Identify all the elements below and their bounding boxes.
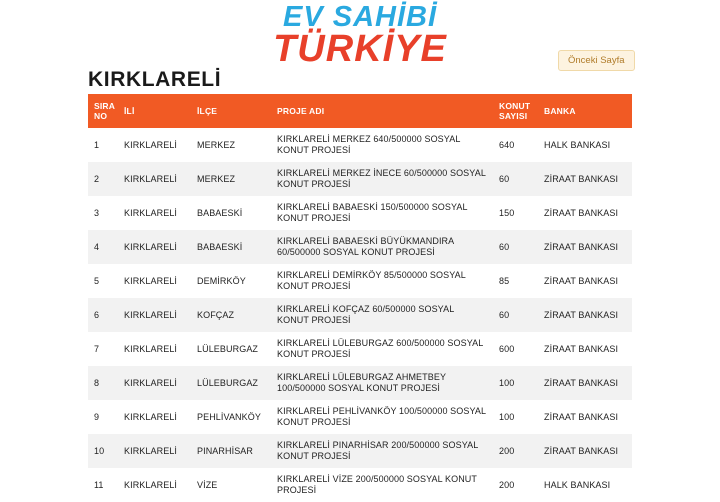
table-row <box>88 196 632 230</box>
cell-konut-sayisi: 100 <box>493 366 538 400</box>
table-row <box>88 434 632 468</box>
cell-sira-no: 2 <box>88 162 118 196</box>
cell-banka: ZİRAAT BANKASI <box>538 366 632 400</box>
cell-banka: ZİRAAT BANKASI <box>538 230 632 264</box>
cell-konut-sayisi: 60 <box>493 230 538 264</box>
table-row <box>88 332 632 366</box>
column-header-banka: BANKA <box>538 94 632 128</box>
cell-proje-adi: KIRKLARELİ PEHLİVANKÖY 100/500000 SOSYAL KONUT PROJESİ <box>271 400 493 434</box>
cell-ilce: PINARHİSAR <box>191 434 271 468</box>
cell-sira-no: 8 <box>88 366 118 400</box>
cell-il: KIRKLARELİ <box>118 468 191 502</box>
cell-banka: ZİRAAT BANKASI <box>538 400 632 434</box>
cell-ilce: LÜLEBURGAZ <box>191 332 271 366</box>
cell-banka: ZİRAAT BANKASI <box>538 162 632 196</box>
cell-il: KIRKLARELİ <box>118 400 191 434</box>
cell-banka: ZİRAAT BANKASI <box>538 434 632 468</box>
cell-sira-no: 10 <box>88 434 118 468</box>
cell-banka: ZİRAAT BANKASI <box>538 298 632 332</box>
cell-sira-no: 11 <box>88 468 118 502</box>
cell-sira-no: 4 <box>88 230 118 264</box>
cell-proje-adi: KIRKLARELİ BABAESKİ 150/500000 SOSYAL KONUT PROJESİ <box>271 196 493 230</box>
cell-ilce: DEMİRKÖY <box>191 264 271 298</box>
logo-line-ev-sahibi: EV SAHİBİ <box>282 1 438 33</box>
table-header-row <box>88 94 632 128</box>
cell-sira-no: 6 <box>88 298 118 332</box>
cell-konut-sayisi: 100 <box>493 400 538 434</box>
cell-proje-adi: KIRKLARELİ DEMİRKÖY 85/500000 SOSYAL KONUT PROJESİ <box>271 264 493 298</box>
cell-ilce: BABAESKİ <box>191 196 271 230</box>
cell-il: KIRKLARELİ <box>118 366 191 400</box>
cell-proje-adi: KIRKLARELİ BABAESKİ BÜYÜKMANDIRA 60/500000 SOSYAL KONUT PROJESİ <box>271 230 493 264</box>
cell-ilce: MERKEZ <box>191 128 271 162</box>
cell-konut-sayisi: 200 <box>493 468 538 502</box>
cell-ilce: PEHLİVANKÖY <box>191 400 271 434</box>
previous-page-button[interactable]: Önceki Sayfa <box>558 50 635 71</box>
cell-konut-sayisi: 60 <box>493 162 538 196</box>
projects-table-container <box>88 94 632 502</box>
cell-proje-adi: KIRKLARELİ KOFÇAZ 60/500000 SOSYAL KONUT PROJESİ <box>271 298 493 332</box>
cell-sira-no: 1 <box>88 128 118 162</box>
cell-proje-adi: KIRKLARELİ LÜLEBURGAZ AHMETBEY 100/500000 SOSYAL KONUT PROJESİ <box>271 366 493 400</box>
cell-konut-sayisi: 200 <box>493 434 538 468</box>
cell-il: KIRKLARELİ <box>118 264 191 298</box>
cell-sira-no: 3 <box>88 196 118 230</box>
column-header-ilce: İLÇE <box>191 94 271 128</box>
table-row <box>88 366 632 400</box>
cell-il: KIRKLARELİ <box>118 332 191 366</box>
table-header <box>88 94 632 128</box>
cell-il: KIRKLARELİ <box>118 196 191 230</box>
cell-banka: ZİRAAT BANKASI <box>538 332 632 366</box>
page-title: KIRKLARELİ <box>88 68 222 91</box>
table-row <box>88 400 632 434</box>
column-header-il: İLİ <box>118 94 191 128</box>
table-row <box>88 128 632 162</box>
cell-konut-sayisi: 85 <box>493 264 538 298</box>
cell-il: KIRKLARELİ <box>118 434 191 468</box>
cell-ilce: MERKEZ <box>191 162 271 196</box>
cell-proje-adi: KIRKLARELİ LÜLEBURGAZ 600/500000 SOSYAL KONUT PROJESİ <box>271 332 493 366</box>
cell-proje-adi: KIRKLARELİ MERKEZ İNECE 60/500000 SOSYAL KONUT PROJESİ <box>271 162 493 196</box>
column-header-sira-no: SIRA NO <box>88 94 118 128</box>
column-header-proje-adi: PROJE ADI <box>271 94 493 128</box>
table-row <box>88 468 632 502</box>
table-row <box>88 162 632 196</box>
table-row <box>88 230 632 264</box>
cell-il: KIRKLARELİ <box>118 162 191 196</box>
cell-sira-no: 5 <box>88 264 118 298</box>
cell-il: KIRKLARELİ <box>118 230 191 264</box>
cell-sira-no: 7 <box>88 332 118 366</box>
table-row <box>88 298 632 332</box>
projects-table <box>88 94 632 502</box>
cell-banka: ZİRAAT BANKASI <box>538 196 632 230</box>
cell-proje-adi: KIRKLARELİ MERKEZ 640/500000 SOSYAL KONUT PROJESİ <box>271 128 493 162</box>
cell-il: KIRKLARELİ <box>118 128 191 162</box>
cell-konut-sayisi: 640 <box>493 128 538 162</box>
cell-konut-sayisi: 150 <box>493 196 538 230</box>
cell-ilce: BABAESKİ <box>191 230 271 264</box>
cell-banka: HALK BANKASI <box>538 128 632 162</box>
cell-banka: HALK BANKASI <box>538 468 632 502</box>
cell-konut-sayisi: 60 <box>493 298 538 332</box>
cell-konut-sayisi: 600 <box>493 332 538 366</box>
column-header-konut-sayisi: KONUT SAYISI <box>493 94 538 128</box>
cell-ilce: LÜLEBURGAZ <box>191 366 271 400</box>
logo-line-turkiye: TÜRKİYE <box>273 28 447 70</box>
cell-proje-adi: KIRKLARELİ PINARHİSAR 200/500000 SOSYAL KONUT PROJESİ <box>271 434 493 468</box>
cell-ilce: KOFÇAZ <box>191 298 271 332</box>
cell-proje-adi: KIRKLARELİ VİZE 200/500000 SOSYAL KONUT PROJESİ <box>271 468 493 502</box>
cell-sira-no: 9 <box>88 400 118 434</box>
table-row <box>88 264 632 298</box>
cell-banka: ZİRAAT BANKASI <box>538 264 632 298</box>
cell-il: KIRKLARELİ <box>118 298 191 332</box>
cell-ilce: VİZE <box>191 468 271 502</box>
